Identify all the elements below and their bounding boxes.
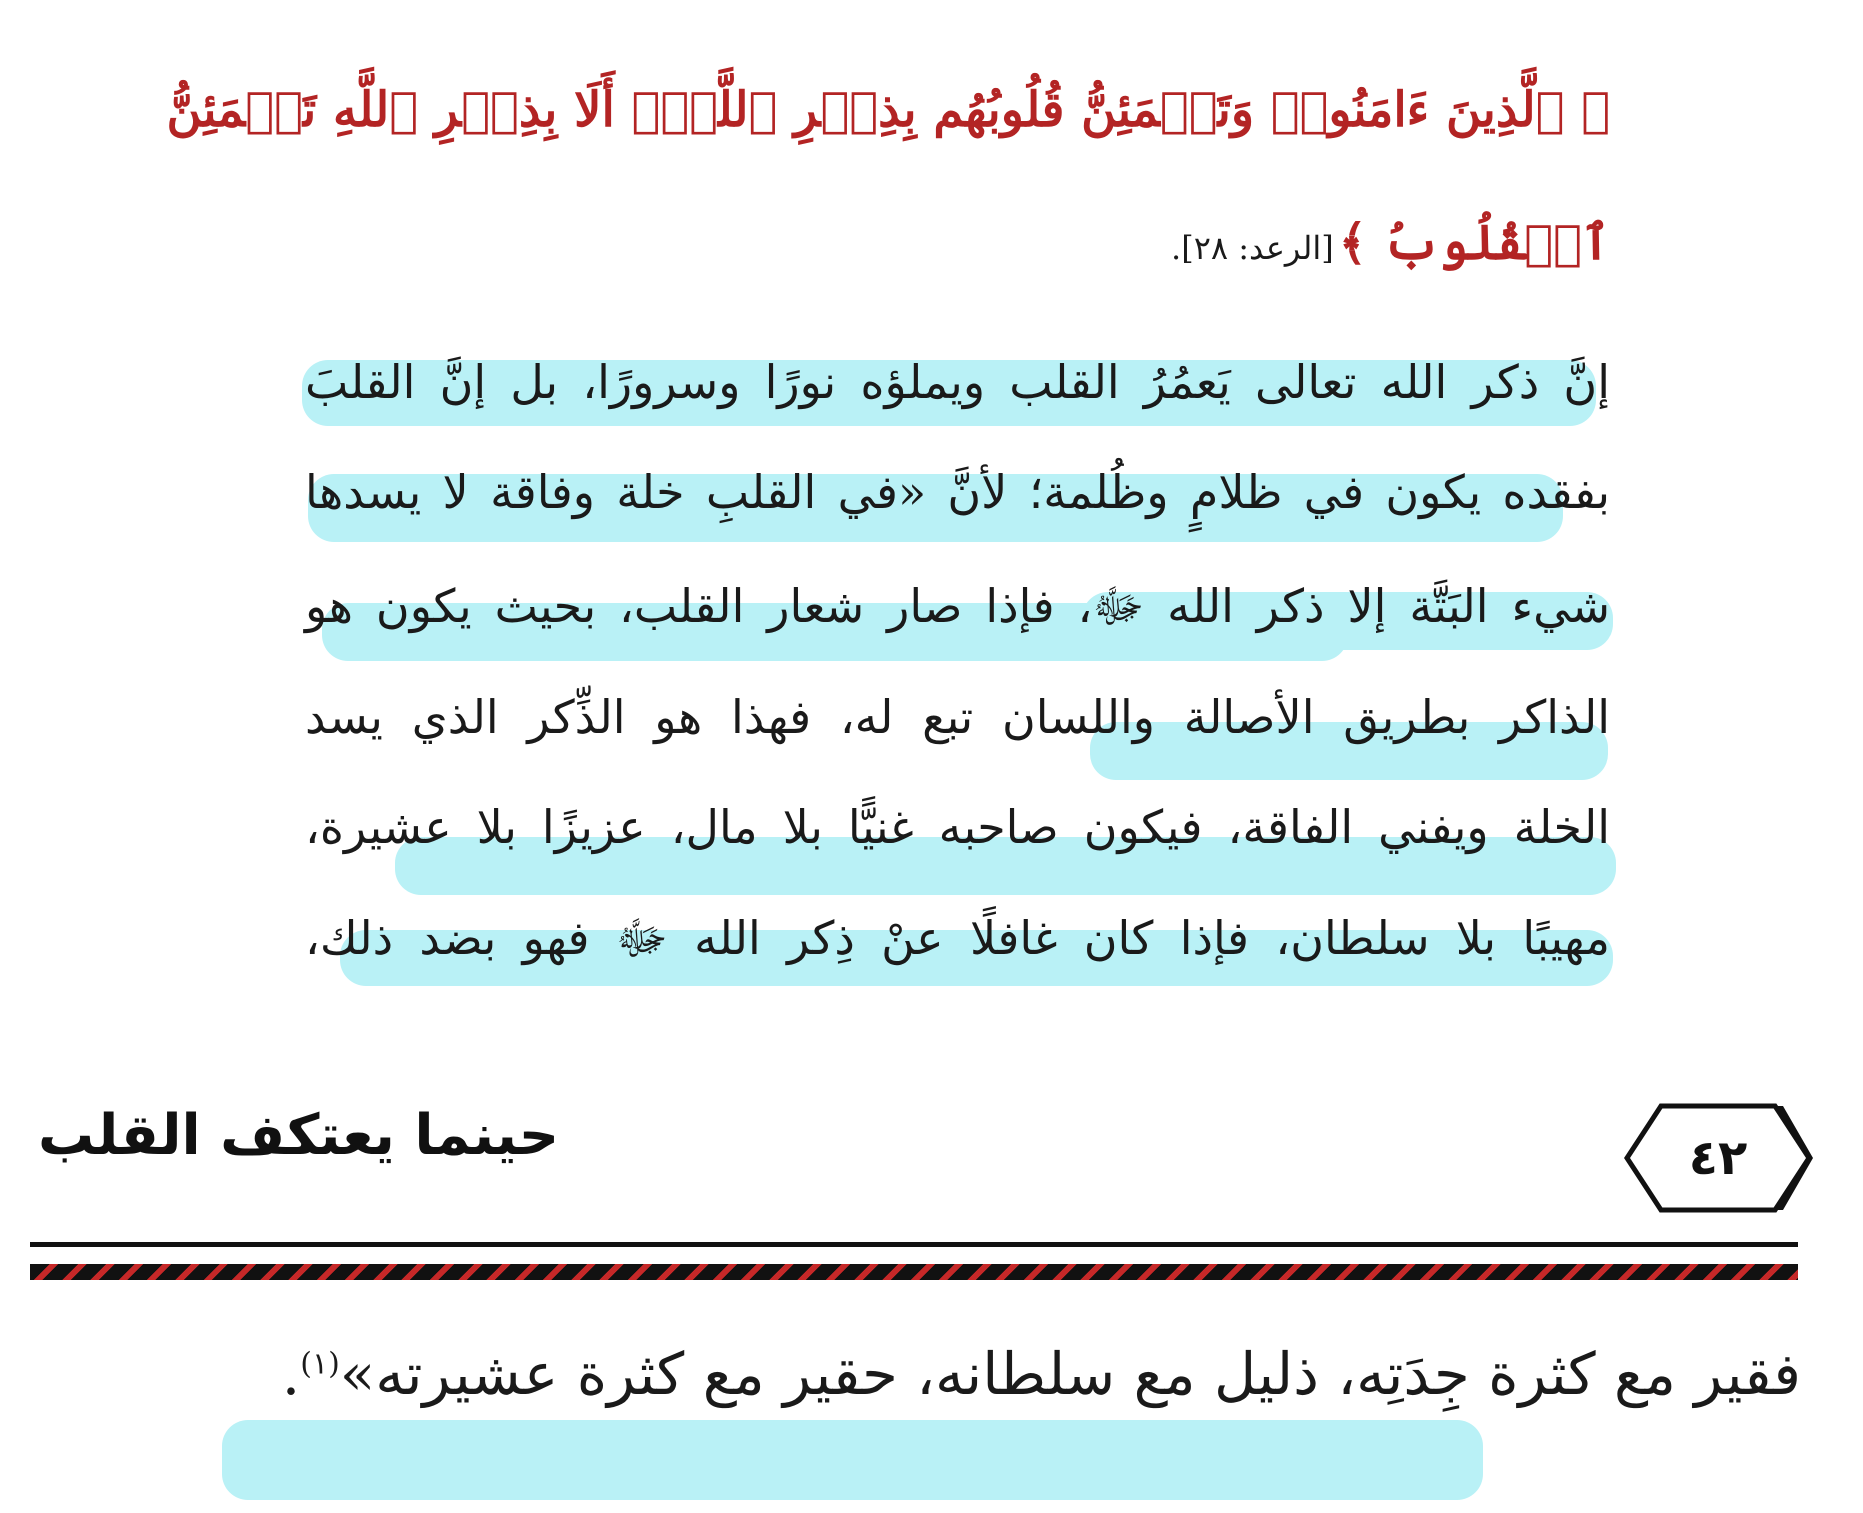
header-rule-thin xyxy=(30,1242,1798,1247)
paragraph-line-1: إنَّ ذكر الله تعالى يَعمُرُ القلب ويملؤه نورًا وسرورًا، بل إنَّ القلبَ xyxy=(305,355,1610,409)
verse-line-2 xyxy=(1171,215,1610,271)
paragraph-line-2: بفقده يكون في ظلامٍ وظُلمة؛ لأنَّ «في القلبِ خلة وفاقة لا يسدها xyxy=(305,465,1610,519)
verse-line-1: ﴿ ٱلَّذِينَ ءَامَنُوا۟ وَتَطۡمَئِنُّ قُلُوبُهُم بِذِكۡرِ ٱللَّهِۗ أَلَا بِذِكۡرِ ٱللَّهِ تَطۡمَئِنُّ xyxy=(166,82,1610,138)
footnote-reference: (١) xyxy=(300,1346,340,1382)
verse-citation: [الرعد: ٢٨]. xyxy=(1171,229,1334,267)
paragraph-line-5: الخلة ويفني الفاقة، فيكون صاحبه غنيًّا بلا مال، عزيزًا بلا عشيرة، xyxy=(305,800,1610,854)
header-rule-decorative xyxy=(30,1264,1798,1280)
next-page-line xyxy=(282,1340,1801,1408)
page-number: ٤٢ xyxy=(1688,1130,1748,1186)
highlight-bottom xyxy=(222,1420,1483,1500)
verse-line-2-text: ٱلۡقُلُوبُ ﴾ xyxy=(1338,215,1610,271)
paragraph-line-3: شيء البَتَّة إلا ذكر الله ﷻ، فإذا صار شعار القلب، بحيث يكون هو xyxy=(305,579,1610,633)
paragraph-line-4: الذاكر بطريق الأصالة واللسان تبع له، فهذا هو الذِّكر الذي يسد xyxy=(305,690,1610,744)
next-page-end: . xyxy=(281,1340,301,1408)
paragraph-line-6: مهيبًا بلا سلطان، فإذا كان غافلًا عنْ ذِكر الله ﷻ فهو بضد ذلك، xyxy=(305,911,1610,965)
chapter-title: حينما يعتكف القلب xyxy=(38,1103,560,1168)
next-page-text: فقير مع كثرة جِدَتِه، ذليل مع سلطانه، حقير مع كثرة عشيرته» xyxy=(339,1340,1801,1408)
